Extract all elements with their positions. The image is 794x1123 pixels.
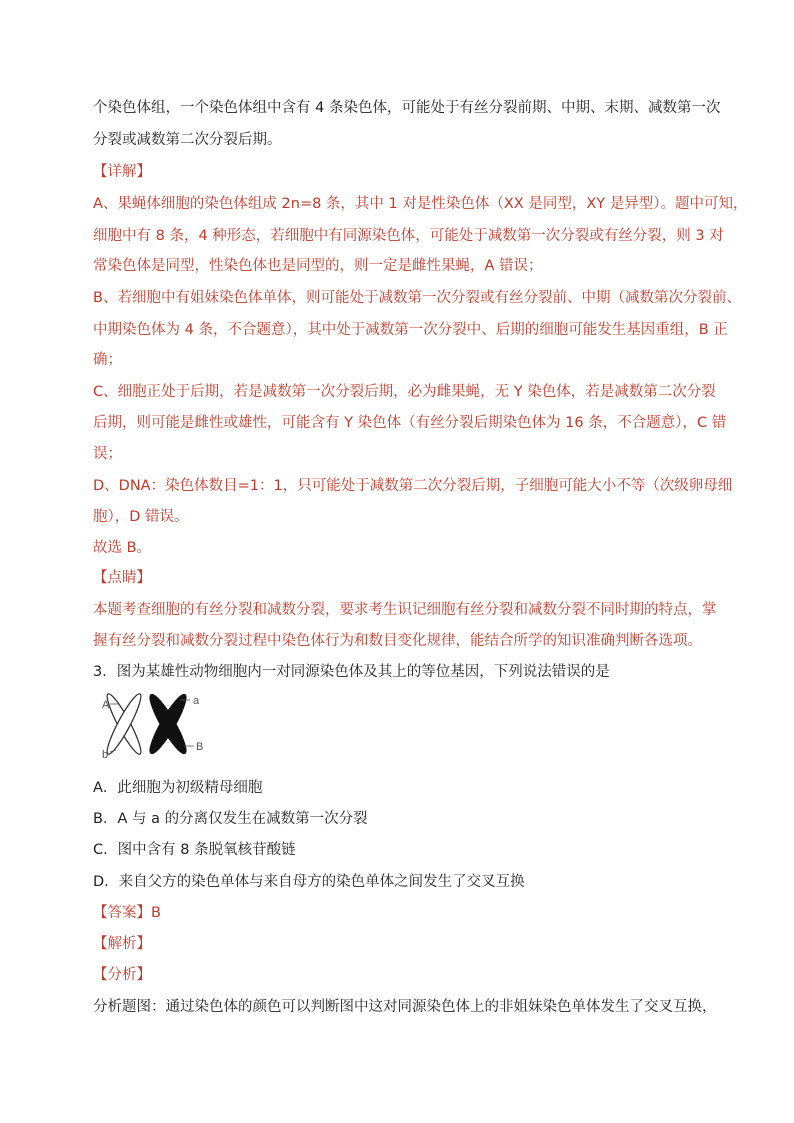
option-c: C．图中含有 8 条脱氧核苷酸链 <box>93 842 296 858</box>
point-heading: 【点睛】 <box>93 570 151 586</box>
choose-answer: 故选 B。 <box>93 540 152 556</box>
gene-label-A: A <box>102 699 110 711</box>
fenxi-heading: 【分析】 <box>93 967 151 983</box>
analysis-heading: 【解析】 <box>93 936 151 952</box>
paragraph-line: 个染色体组，一个染色体组中含有 4 条染色体，可能处于有丝分裂前期、中期、末期、减数第一次 <box>93 100 721 116</box>
option-a-explanation: 常染色体是同型，性染色体也是同型的，则一定是雌性果蝇，A 错误； <box>93 258 543 274</box>
gene-label-b: b <box>102 749 109 761</box>
point-text: 本题考查细胞的有丝分裂和减数分裂，要求考生识记细胞有丝分裂和减数分裂不同时期的特点，掌 <box>93 602 717 618</box>
option-b: B．A 与 a 的分离仅发生在减数第一次分裂 <box>93 811 368 827</box>
option-d-explanation <box>93 476 734 496</box>
option-b-explanation: 中期染色体为 4 条，不合题意），其中处于减数第一次分裂中、后期的细胞可能发生基因重组，B 正 <box>93 322 728 338</box>
option-c-explanation: 后期，则可能是雌性或雄性，可能含有 Y 染色体（有丝分裂后期染色体为 16 条，不合题意），C 错 <box>93 415 727 431</box>
answer-line: 【答案】B <box>93 905 161 921</box>
option-b-explanation: 确； <box>93 352 122 368</box>
point-text: 握有丝分裂和减数分裂过程中染色体行为和数目变化规律，能结合所学的知识准确判断各选项。 <box>93 633 702 649</box>
chromosome-figure <box>98 688 218 764</box>
option-c-explanation: C、细胞正处于后期，若是减数第一次分裂后期，必为雌果蝇，无 Y 染色体，若是减数第二次分裂 <box>93 384 716 400</box>
option-c-explanation: 误； <box>93 446 122 462</box>
option-d-prefix: D、DNA： <box>93 478 166 494</box>
option-a-explanation: 细胞中有 8 条，4 种形态，若细胞中有同源染色体，可能处于减数第一次分裂或有丝分裂，则 3 对 <box>93 228 724 244</box>
option-d: D．来自父方的染色单体与来自母方的染色单体之间发生了交叉互换 <box>93 874 525 890</box>
analysis-text: 分析题图：通过染色体的颜色可以判断图中这对同源染色体上的非姐妹染色单体发生了交叉互换， <box>93 999 717 1015</box>
option-d-ratio-label: 染色体数目 <box>165 478 238 494</box>
option-d-rest: =1：1，只可能处于减数第二次分裂后期，子细胞可能大小不等（次级卵母细 <box>237 478 733 494</box>
detail-heading: 【详解】 <box>93 164 151 180</box>
option-a-explanation: A、果蝇体细胞的染色体组成 2n=8 条，其中 1 对是性染色体（XX 是同型，XY 是异型）。题中可知， <box>93 196 748 212</box>
gene-label-B: B <box>196 741 204 753</box>
option-a: A．此细胞为初级精母细胞 <box>93 780 263 796</box>
question-3: 3．图为某雄性动物细胞内一对同源染色体及其上的等位基因，下列说法错误的是 <box>93 664 610 680</box>
option-d-explanation: 胞），D 错误。 <box>93 509 189 525</box>
gene-label-a: a <box>193 695 200 707</box>
paragraph-line: 分裂或减数第二次分裂后期。 <box>93 132 282 148</box>
option-b-explanation: B、若细胞中有姐妹染色体单体，则可能处于减数第一次分裂或有丝分裂前、中期（减数第次分裂前、 <box>93 290 741 306</box>
